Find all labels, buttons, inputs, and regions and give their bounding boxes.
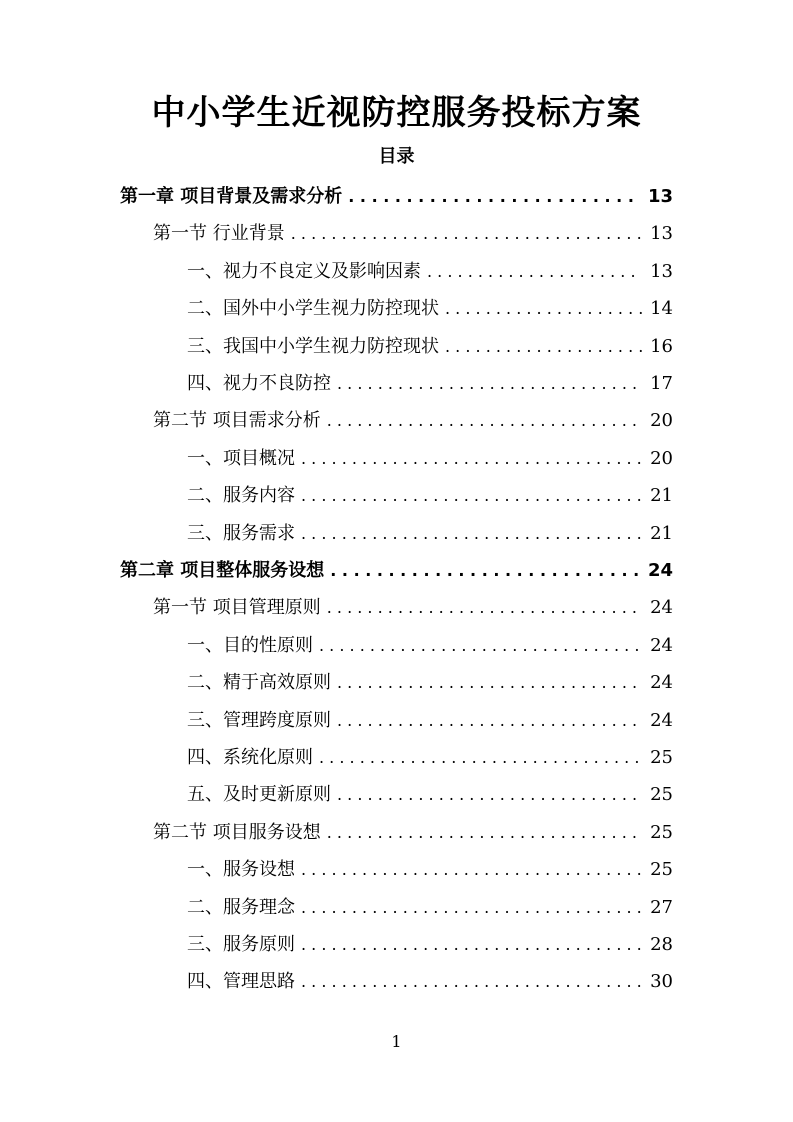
- toc-entry-title: 第二节 项目需求分析: [153, 410, 321, 432]
- toc-dot-leader: [337, 704, 642, 738]
- toc-entry-page: 21: [650, 485, 673, 507]
- toc-dot-leader: [327, 816, 642, 850]
- toc-dot-leader: [337, 778, 642, 812]
- toc-entry-page: 25: [650, 821, 673, 843]
- toc-dot-leader: [291, 217, 642, 251]
- toc-entry-item[interactable]: [187, 891, 673, 925]
- toc-entry-page: 30: [650, 971, 673, 993]
- toc-entry-section[interactable]: [153, 816, 673, 850]
- toc-entry-page: 24: [647, 560, 673, 581]
- toc-entry-title: 第一章 项目背景及需求分析: [120, 186, 343, 207]
- toc-entry-page: 28: [650, 934, 673, 955]
- toc-entry-item[interactable]: [187, 517, 673, 551]
- toc-entry-page: 25: [650, 747, 673, 768]
- toc-entry-title: 二、服务理念: [187, 896, 295, 918]
- toc-entry-item[interactable]: [187, 479, 673, 513]
- toc-entry-title: 一、服务设想: [187, 859, 295, 881]
- toc-dot-leader: [301, 853, 642, 887]
- toc-entry-title: 四、视力不良防控: [187, 373, 331, 394]
- toc-dot-leader: [301, 891, 642, 925]
- toc-dot-leader: [427, 255, 642, 289]
- toc-entry-title: 四、系统化原则: [187, 747, 313, 768]
- toc-entry-page: 27: [650, 896, 673, 918]
- toc-entry-page: 13: [650, 260, 673, 282]
- toc-dot-leader: [319, 629, 642, 663]
- toc-entry-item[interactable]: [187, 629, 673, 663]
- toc-entry-title: 一、项目概况: [187, 447, 295, 469]
- toc-entry-section[interactable]: [153, 404, 673, 438]
- toc-entry-item[interactable]: [187, 928, 673, 962]
- toc-entry-page: 20: [650, 410, 673, 432]
- toc-dot-leader: [348, 180, 640, 214]
- toc-dot-leader: [301, 517, 642, 551]
- toc-dot-leader: [337, 666, 642, 700]
- toc-entry-item[interactable]: [187, 330, 673, 364]
- toc-entry-section[interactable]: [153, 591, 673, 625]
- toc-entry-title: 三、服务需求: [187, 522, 295, 544]
- toc-entry-title: 第一节 行业背景: [153, 223, 285, 245]
- toc-entry-title: 第一节 项目管理原则: [153, 597, 321, 619]
- document-title: 中小学生近视防控服务投标方案: [151, 93, 642, 133]
- toc-entry-item[interactable]: [187, 741, 673, 775]
- toc-entry-item[interactable]: [187, 666, 673, 700]
- toc-entry-title: 三、服务原则: [187, 934, 295, 955]
- toc-dot-leader: [319, 741, 642, 775]
- toc-entry-page: 24: [650, 634, 673, 656]
- toc-dot-leader: [330, 554, 640, 588]
- toc-entry-title: 四、管理思路: [187, 971, 295, 993]
- toc-entry-page: 14: [650, 298, 673, 320]
- toc-entry-title: 二、国外中小学生视力防控现状: [187, 298, 439, 320]
- toc-entry-page: 13: [650, 223, 673, 245]
- toc-entry-title: 第二章 项目整体服务设想: [120, 560, 325, 581]
- toc-entry-page: 17: [650, 373, 673, 394]
- toc-entry-title: 第二节 项目服务设想: [153, 821, 321, 843]
- toc-entry-page: 20: [650, 447, 673, 469]
- toc-entry-title: 二、服务内容: [187, 485, 295, 507]
- toc-entry-page: 25: [650, 859, 673, 881]
- toc-dot-leader: [445, 330, 642, 364]
- toc-entry-page: 25: [650, 784, 673, 806]
- toc-entry-chapter[interactable]: [120, 554, 673, 588]
- toc-entry-item[interactable]: [187, 853, 673, 887]
- toc-entry-page: 13: [647, 186, 673, 207]
- toc-dot-leader: [337, 367, 642, 401]
- toc-entry-page: 24: [650, 709, 673, 731]
- toc-entry-item[interactable]: [187, 255, 673, 289]
- toc-entry-chapter[interactable]: [120, 180, 673, 214]
- toc-dot-leader: [301, 479, 642, 513]
- toc-heading: 目录: [378, 146, 415, 167]
- toc-dot-leader: [445, 292, 642, 326]
- toc-dot-leader: [327, 591, 642, 625]
- toc-dot-leader: [301, 442, 642, 476]
- toc-entry-item[interactable]: [187, 778, 673, 812]
- toc-dot-leader: [301, 928, 642, 962]
- toc-entry-page: 21: [650, 522, 673, 544]
- toc-entry-page: 24: [650, 597, 673, 619]
- toc-entry-item[interactable]: [187, 442, 673, 476]
- toc-entry-section[interactable]: [153, 217, 673, 251]
- page-number: 1: [391, 1032, 402, 1051]
- toc-entry-title: 三、我国中小学生视力防控现状: [187, 335, 439, 357]
- toc-entry-item[interactable]: [187, 292, 673, 326]
- toc-entry-title: 五、及时更新原则: [187, 784, 331, 806]
- toc-entry-title: 三、管理跨度原则: [187, 709, 331, 731]
- toc-entry-title: 一、视力不良定义及影响因素: [187, 260, 421, 282]
- toc-entry-item[interactable]: [187, 704, 673, 738]
- toc-entry-item[interactable]: [187, 965, 673, 999]
- toc-entry-page: 16: [650, 335, 673, 357]
- toc-entry-page: 24: [650, 672, 673, 694]
- toc-dot-leader: [301, 965, 642, 999]
- toc-dot-leader: [327, 404, 642, 438]
- toc-entry-item[interactable]: [187, 367, 673, 401]
- toc-entry-title: 一、目的性原则: [187, 634, 313, 656]
- toc-entry-title: 二、精于高效原则: [187, 672, 331, 694]
